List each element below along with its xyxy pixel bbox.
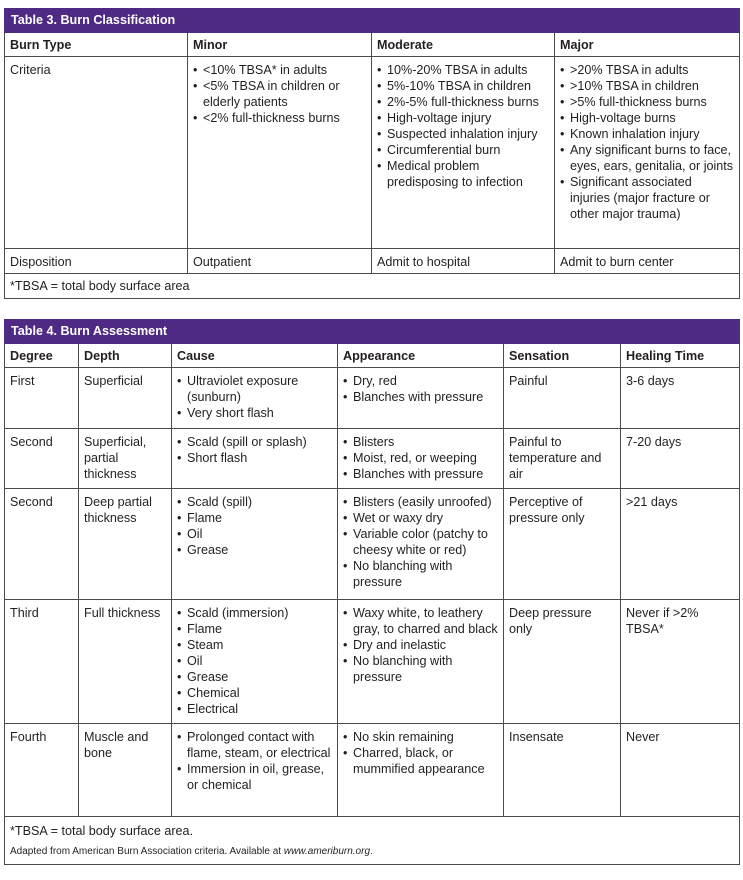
list-item: • Dry, red <box>343 373 498 389</box>
list-item: • <10% TBSA* in adults <box>193 62 366 78</box>
appearance-list <box>343 729 498 777</box>
degree-cell: Fourth <box>5 724 79 817</box>
table-row <box>5 429 740 489</box>
table3-footnote: *TBSA = total body surface area <box>5 274 740 299</box>
table4-header-sensation: Sensation <box>504 344 621 368</box>
table-row <box>5 724 740 817</box>
source-note <box>10 845 734 858</box>
list-item: • Blisters <box>343 434 498 450</box>
list-item: • Grease <box>177 669 332 685</box>
list-item: • Flame <box>177 510 332 526</box>
cause-list <box>177 434 332 466</box>
table3-header-major: Major <box>555 33 740 57</box>
list-item: • Chemical <box>177 685 332 701</box>
appearance-list <box>343 605 498 685</box>
list-item: • No skin remaining <box>343 729 498 745</box>
appearance-list <box>343 373 498 405</box>
list-item: • Oil <box>177 653 332 669</box>
list-item: • Blanches with pressure <box>343 466 498 482</box>
cause-list <box>177 605 332 717</box>
sensation-cell: Insensate <box>504 724 621 817</box>
sensation-cell: Painful <box>504 368 621 429</box>
disposition-label: Disposition <box>5 249 188 274</box>
table4-title: Table 4. Burn Assessment <box>5 320 740 344</box>
list-item: • <2% full-thickness burns <box>193 110 366 126</box>
table3-criteria-row <box>5 57 740 249</box>
sensation-cell: Perceptive of pressure only <box>504 489 621 600</box>
depth-cell: Superficial, partial thickness <box>79 429 172 489</box>
healing-time-cell: Never if >2% TBSA* <box>621 600 740 724</box>
degree-cell: Second <box>5 429 79 489</box>
list-item: • 5%-10% TBSA in children <box>377 78 549 94</box>
list-item: • Circumferential burn <box>377 142 549 158</box>
list-item: • Flame <box>177 621 332 637</box>
healing-time-cell: >21 days <box>621 489 740 600</box>
list-item: • 10%-20% TBSA in adults <box>377 62 549 78</box>
disposition-moderate: Admit to hospital <box>372 249 555 274</box>
criteria-label: Criteria <box>5 57 188 249</box>
table3-title: Table 3. Burn Classification <box>5 9 740 33</box>
list-item: • >20% TBSA in adults <box>560 62 734 78</box>
list-item: • Known inhalation injury <box>560 126 734 142</box>
list-item: • Dry and inelastic <box>343 637 498 653</box>
table-row <box>5 489 740 600</box>
disposition-major: Admit to burn center <box>555 249 740 274</box>
healing-time-cell: Never <box>621 724 740 817</box>
list-item: • No blanching with pressure <box>343 653 498 685</box>
list-item: • Variable color (patchy to cheesy white or red) <box>343 526 498 558</box>
list-item: • Significant associated injuries (major fracture or other major trauma) <box>560 174 734 222</box>
table3-disposition-row <box>5 249 740 274</box>
table4-header-degree: Degree <box>5 344 79 368</box>
source-note-text: Adapted from American Burn Association criteria. Available at <box>10 846 284 857</box>
list-item: • High-voltage injury <box>377 110 549 126</box>
depth-cell: Deep partial thickness <box>79 489 172 600</box>
degree-cell: Second <box>5 489 79 600</box>
moderate-criteria-list <box>377 62 549 190</box>
degree-cell: Third <box>5 600 79 724</box>
list-item: • Scald (spill or splash) <box>177 434 332 450</box>
list-item: • Oil <box>177 526 332 542</box>
appearance-list <box>343 434 498 482</box>
burn-classification-table <box>4 8 740 299</box>
table3-header-moderate: Moderate <box>372 33 555 57</box>
list-item: • 2%-5% full-thickness burns <box>377 94 549 110</box>
list-item: • Electrical <box>177 701 332 717</box>
list-item: • Blisters (easily unroofed) <box>343 494 498 510</box>
list-item: • Scald (spill) <box>177 494 332 510</box>
cause-list <box>177 729 332 793</box>
list-item: • <5% TBSA in children or elderly patients <box>193 78 366 110</box>
sensation-cell: Painful to temperature and air <box>504 429 621 489</box>
sensation-cell: Deep pressure only <box>504 600 621 724</box>
depth-cell: Full thickness <box>79 600 172 724</box>
list-item: • Short flash <box>177 450 332 466</box>
list-item: • Wet or waxy dry <box>343 510 498 526</box>
table4-footnote: *TBSA = total body surface area. <box>10 824 194 838</box>
list-item: • Grease <box>177 542 332 558</box>
depth-cell: Muscle and bone <box>79 724 172 817</box>
source-url: www.ameriburn.org <box>283 846 371 857</box>
table-row <box>5 600 740 724</box>
list-item: • Blanches with pressure <box>343 389 498 405</box>
table4-header-healing-time: Healing Time <box>621 344 740 368</box>
burn-assessment-table <box>4 319 740 865</box>
minor-criteria-list <box>193 62 366 126</box>
list-item: • Steam <box>177 637 332 653</box>
cause-list <box>177 494 332 558</box>
list-item: • Waxy white, to leathery gray, to charred and black <box>343 605 498 637</box>
healing-time-cell: 3-6 days <box>621 368 740 429</box>
major-criteria-list <box>560 62 734 222</box>
list-item: • Scald (immersion) <box>177 605 332 621</box>
cause-list <box>177 373 332 421</box>
healing-time-cell: 7-20 days <box>621 429 740 489</box>
table3-header-burn-type: Burn Type <box>5 33 188 57</box>
list-item: • Ultraviolet exposure (sunburn) <box>177 373 332 405</box>
list-item: • Medical problem predisposing to infection <box>377 158 549 190</box>
table3-header-minor: Minor <box>188 33 372 57</box>
list-item: • Moist, red, or weeping <box>343 450 498 466</box>
list-item: • Suspected inhalation injury <box>377 126 549 142</box>
table-row <box>5 368 740 429</box>
list-item: • Any significant burns to face, eyes, ears, genitalia, or joints <box>560 142 734 174</box>
appearance-list <box>343 494 498 590</box>
source-note-suffix: . <box>370 846 373 857</box>
list-item: • Very short flash <box>177 405 332 421</box>
list-item: • High-voltage burns <box>560 110 734 126</box>
table4-header-depth: Depth <box>79 344 172 368</box>
table4-header-appearance: Appearance <box>338 344 504 368</box>
depth-cell: Superficial <box>79 368 172 429</box>
list-item: • Immersion in oil, grease, or chemical <box>177 761 332 793</box>
list-item: • Prolonged contact with flame, steam, or electrical <box>177 729 332 761</box>
list-item: • No blanching with pressure <box>343 558 498 590</box>
list-item: • >10% TBSA in children <box>560 78 734 94</box>
degree-cell: First <box>5 368 79 429</box>
list-item: • Charred, black, or mummified appearance <box>343 745 498 777</box>
table4-header-cause: Cause <box>172 344 338 368</box>
list-item: • >5% full-thickness burns <box>560 94 734 110</box>
disposition-minor: Outpatient <box>188 249 372 274</box>
